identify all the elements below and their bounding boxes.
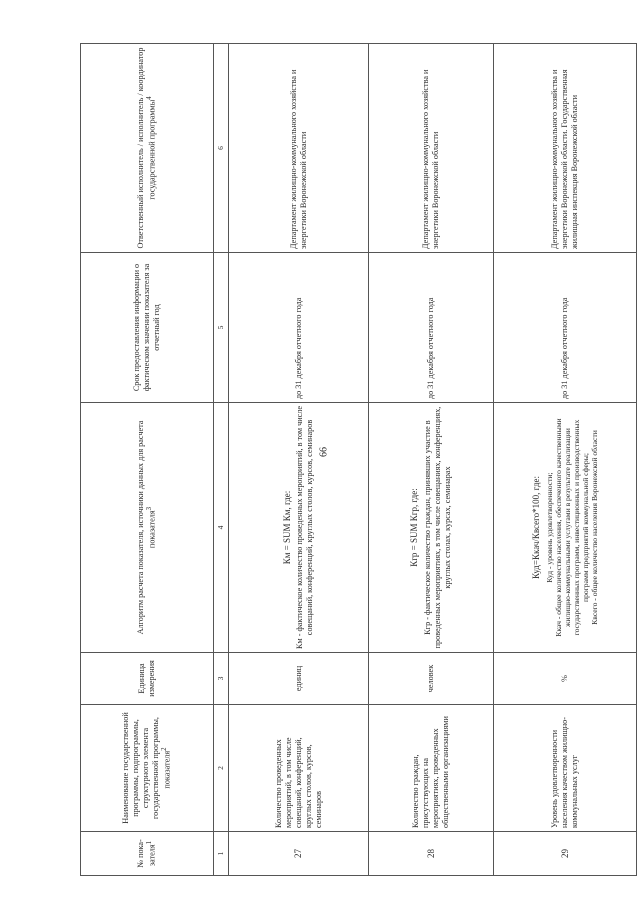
executor-cell: Департамент жилищно-коммунального хозяйства и энергетики Воронежской области xyxy=(229,44,369,253)
column-number: 6 xyxy=(214,44,229,253)
algorithm-line: Квсего - общее количество населения Воронежской области xyxy=(590,430,600,625)
header-deadline: Срок предоставления информации о фактическом значении показателя за отчетный год xyxy=(81,253,214,403)
column-numbers-row xyxy=(214,44,229,876)
table-container xyxy=(80,44,600,876)
unit-cell: % xyxy=(494,653,637,705)
table-row xyxy=(229,44,369,876)
algorithm-cell xyxy=(229,403,369,653)
page-number: 66 xyxy=(318,447,330,457)
formula: Км = SUM Км, где: xyxy=(281,490,292,565)
formula: Кгр = SUM Кгр, где: xyxy=(409,488,420,567)
deadline-cell: до 31 декабря отчетного года xyxy=(494,253,637,403)
header-unit: Единица измерения xyxy=(81,653,214,705)
algorithm-line: Куд - уровень удовлетворенности; xyxy=(544,472,554,583)
header-indicator-number: № пока-зателя$^1$ xyxy=(81,832,214,876)
header-indicator-name: Наименование государственной программы, подпрограммы, структурного элемента государственной программы, показателя$^2$ xyxy=(81,705,214,832)
indicator-name: Количество проведенных мероприятий, в том числе совещаний, конференций, круглых столов, курсов, семинаров xyxy=(229,705,369,832)
algorithm-text: Км - фактическое количество проведенных мероприятий, в том числе совещаний, конференций, круглых столов, курсов, семинаров xyxy=(295,406,315,649)
deadline-cell: до 31 декабря отчетного года xyxy=(369,253,494,403)
unit-cell: единиц xyxy=(229,653,369,705)
column-number: 4 xyxy=(214,403,229,653)
executor-cell: Департамент жилищно-коммунального хозяйства и энергетики Воронежской области. Государственная жилищная инспекция Воронежской области xyxy=(494,44,637,253)
column-number: 1 xyxy=(214,832,229,876)
header-algorithm: Алгоритм расчета показателя, источники данных для расчета показателя$^3$ xyxy=(81,403,214,653)
row-number: 29 xyxy=(494,832,637,876)
table-row xyxy=(369,44,494,876)
algorithm-cell xyxy=(369,403,494,653)
column-number: 5 xyxy=(214,253,229,403)
executor-cell: Департамент жилищно-коммунального хозяйства и энергетики Воронежской области xyxy=(369,44,494,253)
algorithm-line: Ккач - общее количество населения, обеспеченного качественными жилищно-коммунальными услугами в результате реализации государственных программ, инвестиционных и производственных программ предприятий коммунальной сферы; xyxy=(553,418,590,637)
indicators-table xyxy=(80,43,637,876)
algorithm-text: Кгр - фактическое количество граждан, принявших участие в проведенных мероприятиях, в том числе совещаниях, конференциях, круглых столах, курсах, семинарах xyxy=(422,406,452,649)
row-number: 28 xyxy=(369,832,494,876)
header-row xyxy=(81,44,214,876)
column-number: 3 xyxy=(214,653,229,705)
algorithm-cell xyxy=(494,403,637,653)
indicator-name: Количество граждан, присутствующих на мероприятиях, проведенных общественными организациями xyxy=(369,705,494,832)
indicators-table-rotated xyxy=(80,44,600,876)
unit-cell: человек xyxy=(369,653,494,705)
table-row xyxy=(494,44,637,876)
indicator-name: Уровень удовлетворенности населения качеством жилищно-коммунальных услуг xyxy=(494,705,637,832)
header-executor: Ответственный исполнитель / исполнитель / координатор государственной программы$^4$ xyxy=(81,44,214,253)
formula: Куд=Ккач/Квсего*100, где: xyxy=(530,476,541,579)
row-number: 27 xyxy=(229,832,369,876)
deadline-cell: до 31 декабря отчетного года xyxy=(229,253,369,403)
column-number: 2 xyxy=(214,705,229,832)
